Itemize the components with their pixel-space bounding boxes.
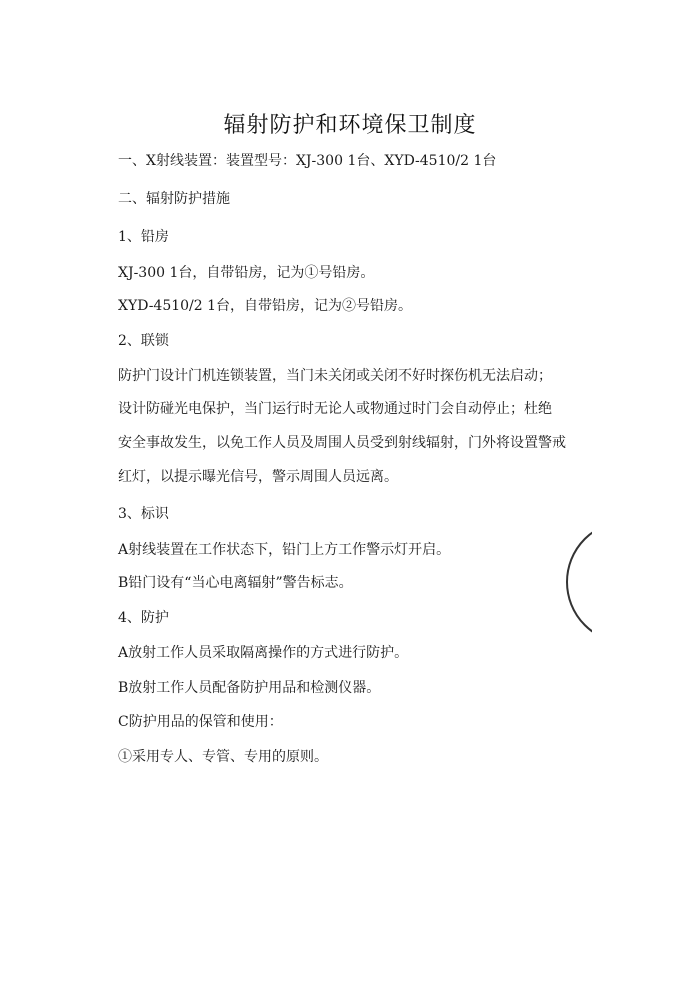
subsection-signage: 3、标识 <box>118 506 169 522</box>
protection-item-c: C防护用品的保管和使用： <box>118 714 283 730</box>
protection-item-c-1: ①采用专人、专管、专用的原则。 <box>118 749 328 765</box>
protection-item-b: B放射工作人员配备防护用品和检测仪器。 <box>118 680 381 696</box>
section-xray-device: 一、X射线装置：装置型号：XJ-300 1台、XYD-4510/2 1台 <box>118 153 497 169</box>
subsection-protection: 4、防护 <box>118 610 169 626</box>
document-title: 辐射防护和环境保卫制度 <box>223 113 477 138</box>
signage-item-a: A射线装置在工作状态下，铅门上方工作警示灯开启。 <box>118 542 451 558</box>
seal-edge-mask <box>592 500 700 680</box>
signage-item-b: B铅门设有“当心电离辐射”警告标志。 <box>118 575 353 591</box>
interlock-paragraph-line-4: 红灯，以提示曝光信号，警示周围人员远离。 <box>118 469 398 485</box>
lead-room-item-1: XJ-300 1台，自带铅房，记为①号铅房。 <box>118 265 375 281</box>
protection-item-a: A放射工作人员采取隔离操作的方式进行防护。 <box>118 645 409 661</box>
interlock-paragraph-line-3: 安全事故发生，以免工作人员及周围人员受到射线辐射，门外将设置警戒 <box>118 435 566 451</box>
lead-room-item-2: XYD-4510/2 1台，自带铅房，记为②号铅房。 <box>118 298 413 314</box>
subsection-lead-room: 1、铅房 <box>118 229 169 245</box>
subsection-interlock: 2、联锁 <box>118 333 169 349</box>
interlock-paragraph-line-2: 设计防碰光电保护，当门运行时无论人或物通过时门会自动停止；杜绝 <box>118 401 552 417</box>
interlock-paragraph-line-1: 防护门设计门机连锁装置，当门未关闭或关闭不好时探伤机无法启动； <box>118 368 552 384</box>
section-radiation-measures: 二、辐射防护措施 <box>118 191 230 207</box>
